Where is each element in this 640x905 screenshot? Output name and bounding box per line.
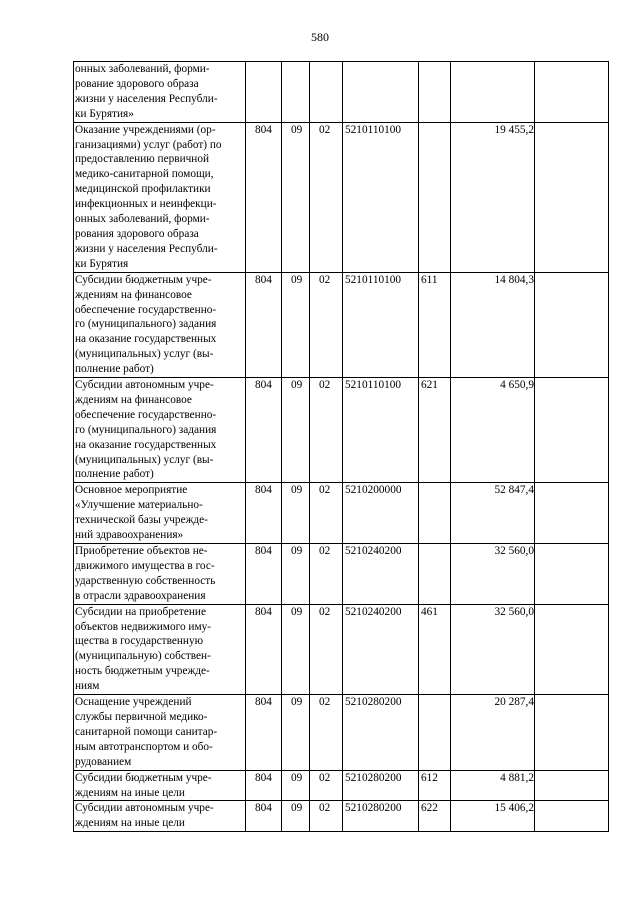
amount-cell: 32 560,0 [451, 544, 535, 605]
table-row [74, 801, 609, 832]
table-row [74, 695, 609, 771]
target-article-cell: 5210280200 [343, 695, 419, 771]
extra-cell [535, 122, 609, 272]
expense-type-cell: 461 [419, 604, 451, 694]
table-row [74, 378, 609, 483]
subsection-code-cell: 02 [310, 695, 343, 771]
extra-cell [535, 62, 609, 123]
item-name-cell: онных заболеваний, форми- рование здорового образа жизни у населения Республи- ки Бурятия» [74, 62, 246, 123]
amount-cell: 4 881,2 [451, 770, 535, 801]
ministry-code-cell: 804 [246, 483, 282, 544]
target-article-cell: 5210110100 [343, 122, 419, 272]
section-code-cell [282, 62, 310, 123]
expense-type-cell: 622 [419, 801, 451, 832]
amount-cell: 20 287,4 [451, 695, 535, 771]
budget-table [73, 61, 609, 832]
item-name-cell: Субсидии автономным учре- ждениям на финансовое обеспечение государственно- го (муниципального) задания на оказание государственных (муниципальных) услуг (вы- полнение работ) [74, 378, 246, 483]
extra-cell [535, 801, 609, 832]
subsection-code-cell: 02 [310, 770, 343, 801]
expense-type-cell [419, 483, 451, 544]
table-body [74, 62, 609, 832]
item-name-cell: Субсидии бюджетным учре- ждениям на финансовое обеспечение государственно- го (муниципального) задания на оказание государственных (муниципальных) услуг (вы- полнение работ) [74, 272, 246, 377]
expense-type-cell [419, 122, 451, 272]
subsection-code-cell: 02 [310, 544, 343, 605]
section-code-cell: 09 [282, 695, 310, 771]
target-article-cell: 5210200000 [343, 483, 419, 544]
item-name-cell: Приобретение объектов не- движимого имущества в гос- ударственную собственность в отрасли здравоохранения [74, 544, 246, 605]
amount-cell [451, 62, 535, 123]
extra-cell [535, 272, 609, 377]
target-article-cell: 5210110100 [343, 272, 419, 377]
section-code-cell: 09 [282, 801, 310, 832]
extra-cell [535, 770, 609, 801]
section-code-cell: 09 [282, 770, 310, 801]
expense-type-cell: 612 [419, 770, 451, 801]
item-name-cell: Субсидии автономным учре- ждениям на иные цели [74, 801, 246, 832]
subsection-code-cell: 02 [310, 604, 343, 694]
subsection-code-cell: 02 [310, 801, 343, 832]
subsection-code-cell [310, 62, 343, 123]
amount-cell: 4 650,9 [451, 378, 535, 483]
table-row [74, 604, 609, 694]
expense-type-cell: 621 [419, 378, 451, 483]
target-article-cell: 5210110100 [343, 378, 419, 483]
item-name-cell: Основное мероприятие «Улучшение материально- технической базы учрежде- ний здравоохранения» [74, 483, 246, 544]
section-code-cell: 09 [282, 378, 310, 483]
subsection-code-cell: 02 [310, 122, 343, 272]
ministry-code-cell: 804 [246, 801, 282, 832]
target-article-cell [343, 62, 419, 123]
ministry-code-cell [246, 62, 282, 123]
item-name-cell: Субсидии на приобретение объектов недвижимого иму- щества в государственную (муниципальную) собствен- ность бюджетным учрежде- ниям [74, 604, 246, 694]
target-article-cell: 5210280200 [343, 770, 419, 801]
amount-cell: 32 560,0 [451, 604, 535, 694]
ministry-code-cell: 804 [246, 378, 282, 483]
table-row [74, 122, 609, 272]
table-row [74, 483, 609, 544]
ministry-code-cell: 804 [246, 604, 282, 694]
expense-type-cell [419, 695, 451, 771]
subsection-code-cell: 02 [310, 378, 343, 483]
expense-type-cell [419, 544, 451, 605]
ministry-code-cell: 804 [246, 544, 282, 605]
table-row [74, 770, 609, 801]
subsection-code-cell: 02 [310, 483, 343, 544]
expense-type-cell [419, 62, 451, 123]
target-article-cell: 5210240200 [343, 544, 419, 605]
table-row [74, 272, 609, 377]
extra-cell [535, 378, 609, 483]
extra-cell [535, 483, 609, 544]
item-name-cell: Оказание учреждениями (ор- ганизациями) услуг (работ) по предоставлению первичной медико-санитарной помощи, медицинской профилактики инфекционных и неинфекци- онных заболеваний, форми- рования здорового образа жизни у населения Республи- ки Бурятия [74, 122, 246, 272]
extra-cell [535, 695, 609, 771]
amount-cell: 52 847,4 [451, 483, 535, 544]
target-article-cell: 5210240200 [343, 604, 419, 694]
subsection-code-cell: 02 [310, 272, 343, 377]
amount-cell: 19 455,2 [451, 122, 535, 272]
ministry-code-cell: 804 [246, 122, 282, 272]
item-name-cell: Оснащение учреждений службы первичной медико- санитарной помощи санитар- ным автотранспортом и обо- рудованием [74, 695, 246, 771]
section-code-cell: 09 [282, 544, 310, 605]
section-code-cell: 09 [282, 604, 310, 694]
section-code-cell: 09 [282, 483, 310, 544]
section-code-cell: 09 [282, 122, 310, 272]
amount-cell: 14 804,3 [451, 272, 535, 377]
table-row [74, 544, 609, 605]
extra-cell [535, 604, 609, 694]
table-row [74, 62, 609, 123]
ministry-code-cell: 804 [246, 272, 282, 377]
extra-cell [535, 544, 609, 605]
expense-type-cell: 611 [419, 272, 451, 377]
page-number: 580 [311, 30, 329, 44]
item-name-cell: Субсидии бюджетным учре- ждениям на иные цели [74, 770, 246, 801]
amount-cell: 15 406,2 [451, 801, 535, 832]
ministry-code-cell: 804 [246, 770, 282, 801]
target-article-cell: 5210280200 [343, 801, 419, 832]
ministry-code-cell: 804 [246, 695, 282, 771]
section-code-cell: 09 [282, 272, 310, 377]
